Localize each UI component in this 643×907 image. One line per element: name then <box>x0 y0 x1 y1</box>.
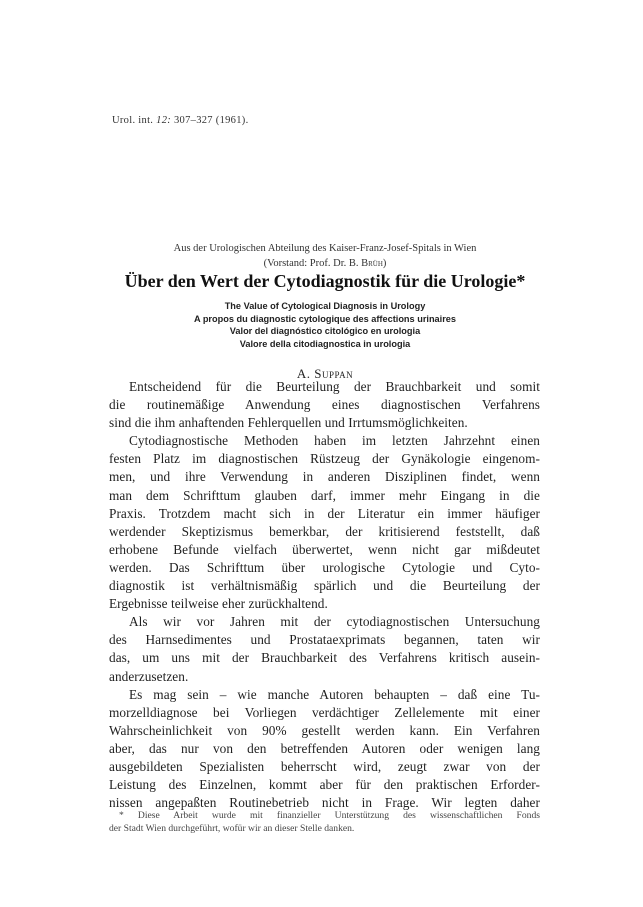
body-line: Cytodiagnostische Methoden haben im letzten Jahrzehnt einen <box>129 433 540 449</box>
subtitle-spanish: Valor del diagnóstico citológico en urologia <box>229 326 421 336</box>
body-line: das, um uns mit der Brauchbarkeit des Verfahrens kritisch ausein- <box>109 650 540 666</box>
affiliation-line-2 <box>100 256 550 271</box>
author-initial: A. <box>296 366 311 381</box>
footnote-line: der Stadt Wien durchgeführt, wofür wir an dieser Stelle danken. <box>109 822 355 834</box>
body-line: men, und ihre Verwendung in anderen Disziplinen findet, wenn <box>109 469 540 485</box>
affiliation-head-name: Brüh <box>361 258 383 269</box>
body-line: Ergebnisse teilweise eher zurückhaltend. <box>109 596 328 612</box>
body-line: erhobene Befunde vielfach überwertet, wenn nicht gar mißdeutet <box>109 541 540 557</box>
body-line: die routinemäßige Anwendung eines diagnostischen Verfahrens <box>109 397 540 413</box>
body-line: festen Platz im diagnostischen Rüstzeug der Gynäkologie eingenom- <box>109 451 540 467</box>
body-line: sind die ihm anhaftenden Fehlerquellen und Irrtumsmöglichkeiten. <box>109 415 468 431</box>
subtitle-french: A propos du diagnostic cytologique des affections urinaires <box>193 313 457 324</box>
body-line: Entscheidend für die Beurteilung der Brauchbarkeit und somit <box>129 379 540 394</box>
body-line: aber, das nur von den betreffenden Autoren oder wenigen lang <box>109 740 540 756</box>
subtitle-italian: Valore della citodiagnostica in urologia <box>239 338 411 349</box>
affiliation <box>100 241 550 271</box>
body-line: Leistung des Einzelnen, kommt aber für den praktischen Erforder- <box>109 777 540 793</box>
footnote <box>109 810 540 835</box>
article-title: Über den Wert der Cytodiagnostik für die Urologie* <box>124 271 526 291</box>
body-line: diagnostik ist verhältnismäßig spärlich und die Beurteilung der <box>109 578 540 594</box>
journal-citation <box>112 115 249 126</box>
body-line: Als wir vor Jahren mit der cytodiagnostischen Untersuchung <box>129 614 540 630</box>
body-line: ausgebildeten Spezialisten beherrscht wird, zeugt zwar von der <box>109 758 540 774</box>
body-line: des Harnsedimentes und Prostataexprimats begannen, taten wir <box>109 632 540 648</box>
body-line: anderzusetzen. <box>109 668 189 684</box>
body-line: Es mag sein – wie manche Autoren behaupten – daß eine Tu- <box>129 686 540 702</box>
body-line: nissen angepaßten Routinebetrieb nicht in Frage. Wir legten daher <box>109 795 540 811</box>
translated-titles <box>100 300 550 350</box>
subtitle-english: The Value of Cytological Diagnosis in Urology <box>224 301 426 311</box>
citation-volume: 12: <box>156 115 172 126</box>
body-line: Wahrscheinlichkeit von 90% gestellt werden kann. Ein Verfahren <box>109 722 540 738</box>
affiliation-head-suffix: ) <box>382 258 387 269</box>
affiliation-head-prefix: (Vorstand: Prof. Dr. B. <box>263 258 359 269</box>
footnote-line: * Diese Arbeit wurde mit finanzieller Unterstützung des wissenschaftlichen Fonds <box>119 810 540 821</box>
body-line: morzelldiagnose bei Vorliegen verdächtiger Zellelemente mit einer <box>109 704 540 720</box>
affiliation-line-1: Aus der Urologischen Abteilung des Kaiser-Franz-Josef-Spitals in Wien <box>173 243 477 254</box>
author-surname: Suppan <box>314 366 354 381</box>
citation-pages: 307–327 (1961). <box>174 115 249 126</box>
body-text <box>109 378 540 812</box>
body-line: man dem Schrifttum glauben darf, immer mehr Eingang in die <box>109 487 540 503</box>
body-line: werden. Das Schrifttum über urologische Cytologie und Cyto- <box>109 559 540 575</box>
body-line: Praxis. Trotzdem macht sich in der Literatur ein immer häufiger <box>109 505 540 521</box>
body-line: werdender Skeptizismus bemerkbar, der kritisierend feststellt, daß <box>109 523 540 539</box>
citation-journal: Urol. int. <box>112 115 154 126</box>
